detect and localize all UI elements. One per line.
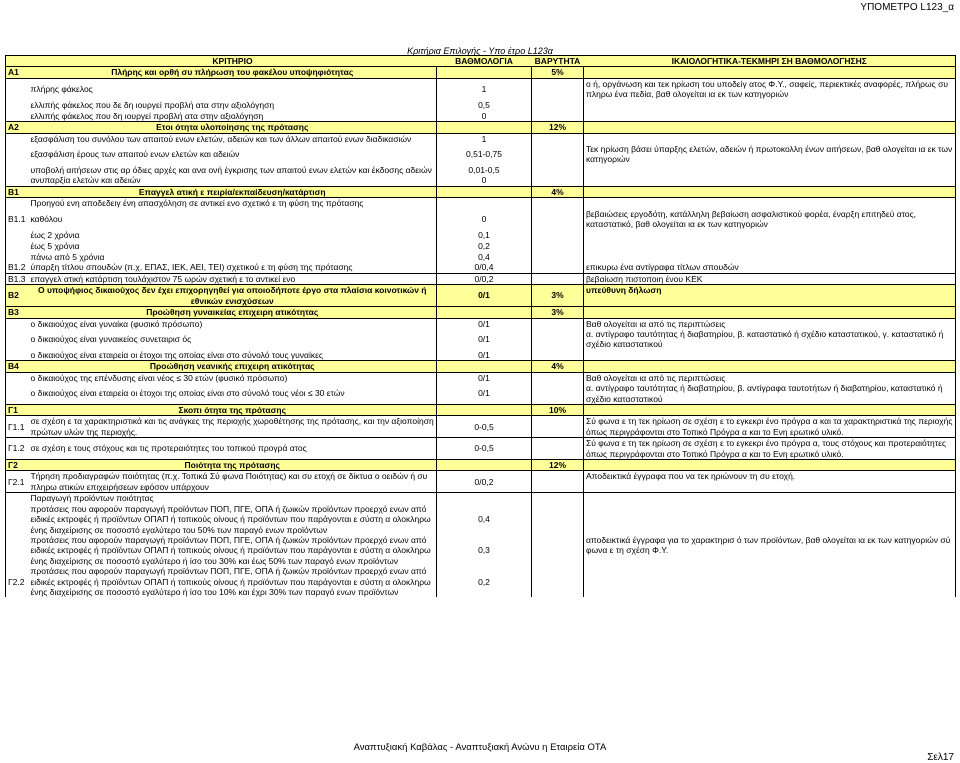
cell-c3: 0/1 [437, 318, 532, 329]
cell-c5: Σύ φωνα ε τη τεκ ηρίωση σε σχέση ε το εγκεκρι ένο πρόγρα α και τα χαρακτηριστικά της περιοχής όπως περιγράφονται στο Τοπικό Πρόγρα α και το Ενη ερωτικό υλικό. [584, 416, 956, 438]
cell-c2: εξασφάλιση έρους των απαιτού ενων ελετών και αδειών [30, 149, 240, 160]
cell-c4 [532, 416, 584, 438]
cell-c2: Πλήρης και ορθή συ πλήρωση του φακέλου υποψηφιότητας [29, 67, 437, 78]
cell-c5: Βαθ ολογείται ια από τις περιπτώσεις [584, 372, 956, 383]
table-row [6, 251, 956, 262]
cell-c1: Β4 [6, 361, 29, 372]
cell-c4: 5% [532, 67, 584, 78]
cell-c5 [584, 198, 956, 209]
cell-c5: Τεκ ηρίωση βάσει ύπαρξης ελετών, αδειών ή πρωτοκολλη ένων αιτήσεων, βαθ ολογείται ια εκ των κατηγοριών [584, 144, 956, 165]
cell-c2: ύπαρξη τίτλου σπουδών (π.χ. ΕΠΑΣ, ΙΕΚ, ΑΕΙ, ΤΕΙ) σχετικού ε τη φύση της πρότασης [29, 262, 437, 273]
cell-c5: αποδεικτικά έγγραφα για το χαρακτηρισ ό των προϊόντων, βαθ ολογείται ια εκ των κατηγοριών σύ φωνα ε τη σχέση Φ.Υ. [584, 535, 956, 566]
criteria-table [5, 55, 956, 597]
cell-c2: πάνω από 5 χρόνια [30, 251, 105, 262]
cell-c5 [584, 240, 956, 251]
cell-c4: 10% [532, 405, 584, 416]
cell-c3 [437, 493, 532, 504]
cell-c4 [532, 100, 584, 111]
cell-c2: Προηγού ενη αποδεδειγ ένη απασχόληση σε αντικεί ενο σχετικό ε τη φύση της πρότασης [30, 198, 364, 209]
cell-c1: Γ2.2 [6, 566, 29, 597]
cell-c3: 0,2 [437, 566, 532, 597]
cell-c4 [532, 144, 584, 165]
table-row [6, 122, 956, 133]
table-row [6, 262, 956, 273]
table-row [6, 350, 956, 361]
table-row [6, 165, 956, 175]
cell-c3: 0/0,4 [437, 262, 532, 273]
cell-c1 [6, 383, 29, 404]
cell-c1 [6, 372, 29, 383]
cell-c3: 0,3 [437, 535, 532, 566]
cell-c1: Β2 [6, 285, 29, 307]
table-row [6, 111, 956, 122]
cell-c2: εξασφάλιση του συνόλου των απαιτού ενων ελετών, αδειών και των άλλων απαιτού ενων διαδικασιών [30, 133, 412, 144]
cell-c4: 3% [532, 285, 584, 307]
cell-c4 [532, 566, 584, 597]
cell-c3: 1 [437, 78, 532, 99]
header-criterion: ΚΡΙΤΗΡΙΟ [29, 56, 437, 67]
cell-c3 [437, 122, 532, 133]
cell-c1: Β1.2 [6, 262, 29, 273]
table-row [6, 438, 956, 460]
cell-c2: ο δικαιούχος είναι εταιρεία οι έτοχοι της οποίας είναι στο σύνολό τους γυναίκες [30, 349, 323, 360]
cell-c5: α. αντίγραφο ταυτότητας ή διαβατηρίου, β. καταστατικό ή σχέδιο καταστατικού, γ. καταστατικό ή σχέδιο καταστατικού [584, 329, 956, 350]
cell-c5 [584, 67, 956, 78]
cell-c1 [6, 318, 29, 329]
cell-c5 [584, 307, 956, 318]
cell-c2: ο δικαιούχος είναι γυναίκα (φυσικό πρόσωπο) [30, 318, 203, 329]
cell-c5 [584, 405, 956, 416]
header-weight: ΒΑΡΥΤΗΤΑ [532, 56, 584, 67]
cell-c1: Β1.1 [6, 209, 29, 230]
table-row [6, 240, 956, 251]
cell-c1 [6, 535, 29, 566]
cell-c4 [532, 78, 584, 99]
header-code [6, 56, 29, 67]
cell-c5: επικυρω ένα αντίγραφα τίτλων σπουδών [584, 262, 956, 273]
cell-c3: 0,51-0,75 [437, 144, 532, 165]
cell-c5 [584, 361, 956, 372]
table-row [6, 566, 956, 597]
cell-c3 [437, 307, 532, 318]
cell-c1 [6, 78, 29, 99]
cell-c3: 0 [437, 209, 532, 230]
cell-c5: α. αντίγραφο ταυτότητας ή διαβατηρίου, β. αντίγραφα ταυτοτήτων ή διαβατηρίου, καταστατικό ή σχέδιο καταστατικού [584, 383, 956, 404]
table-row [6, 186, 956, 197]
cell-c5: υπεύθυνη δήλωση [584, 285, 956, 307]
cell-c3: 0-0,5 [437, 416, 532, 438]
cell-c5: βεβαίωση πιστοποιη ένου ΚΕΚ [584, 273, 956, 284]
table-row [6, 175, 956, 186]
cell-c2: προτάσεις που αφορούν παραγωγή προϊόντων ΠΟΠ, ΠΓΕ, ΟΠΑ ή ζωικών προϊόντων προερχό ενων από ειδικές εκτροφές ή προϊόντων ΟΠΑΠ ή τοπικούς οίνους ή προϊόντων που παράγονται ε σύστη α ολοκληρω ένης διαχείρισης σε ποσοστό εγαλύτερο του 50% των παραγό ενων προϊόντων [30, 503, 431, 535]
table-row [6, 504, 956, 535]
cell-c1 [6, 100, 29, 111]
cell-c2: ο δικαιούχος είναι εταιρεία οι έτοχοι της οποίας είναι στο σύνολό τους νέοι ≤ 30 ετών [30, 388, 345, 399]
table-row [6, 405, 956, 416]
cell-c5 [584, 566, 956, 597]
cell-c4: 4% [532, 186, 584, 197]
cell-c2: ανυπαρξία ελετών και αδειών [29, 175, 437, 186]
table-row [6, 460, 956, 471]
cell-c4 [532, 229, 584, 240]
cell-c5 [584, 493, 956, 504]
cell-c4 [532, 504, 584, 535]
cell-c1: Γ1.1 [6, 416, 29, 438]
cell-c4: 12% [532, 122, 584, 133]
cell-c5 [584, 251, 956, 262]
table-row [6, 100, 956, 111]
cell-c1 [6, 144, 29, 165]
cell-c1 [6, 350, 29, 361]
cell-c4: 4% [532, 361, 584, 372]
cell-c4 [532, 111, 584, 122]
cell-c1 [6, 198, 29, 209]
cell-c5 [584, 229, 956, 240]
table-row [6, 78, 956, 99]
table-row [6, 198, 956, 209]
cell-c3 [437, 186, 532, 197]
cell-c2: Προώθηση γυναικείας επιχειρη ατικότητας [29, 307, 437, 318]
table-header-row [6, 56, 956, 67]
criteria-table-body [6, 56, 956, 598]
cell-c4 [532, 318, 584, 329]
cell-c5 [584, 175, 956, 186]
cell-c3: 0/1 [437, 383, 532, 404]
cell-c5 [584, 186, 956, 197]
cell-c1: Γ1.2 [6, 438, 29, 460]
document-code: ΥΠΟΜΕΤΡΟ L123_α [860, 2, 954, 13]
cell-c1 [6, 111, 29, 122]
cell-c2: πλήρης φάκελος [30, 84, 93, 95]
table-row [6, 133, 956, 144]
cell-c4 [532, 273, 584, 284]
cell-c3 [437, 67, 532, 78]
cell-c4 [532, 438, 584, 460]
cell-c2: Ο υποψήφιος δικαιούχος δεν έχει επιχορηγηθεί για οποιοδήποτε έργο στα πλαίσια κοινοτικών ή εθνικών ενισχύσεων [29, 285, 437, 307]
table-row [6, 273, 956, 284]
table-row [6, 329, 956, 350]
table-row [6, 493, 956, 504]
table-row [6, 285, 956, 307]
cell-c3: 0/1 [437, 372, 532, 383]
cell-c5: ο ή, οργάνωση και τεκ ηρίωση του υποδείγ ατος Φ.Υ., σαφείς, περιεκτικές αναφορές, πλήρως συ πληρω ένα πεδία, βαθ ολογείται ια εκ των κατηγοριών [584, 78, 956, 99]
cell-c3: 0/0,2 [437, 273, 532, 284]
cell-c4 [532, 175, 584, 186]
cell-c3: 0/1 [437, 285, 532, 307]
cell-c4 [532, 133, 584, 144]
cell-c3: 0 [437, 111, 532, 122]
cell-c1: Γ1 [6, 405, 29, 416]
cell-c5: βεβαιώσεις εργοδότη, κατάλληλη βεβαίωση ασφαλιστικού φορέα, έναρξη επιτηδεύ ατος, καταστατικό, βαθ ολογείται ια εκ των κατηγοριών [584, 209, 956, 230]
table-row [6, 229, 956, 240]
cell-c2: προτάσεις που αφορούν παραγωγή προϊόντων ΠΟΠ, ΠΓΕ, ΟΠΑ ή ζωικών προϊόντων προερχό ενων από ειδικές εκτροφές ή προϊόντων ΟΠΑΠ ή τοπικούς οίνους ή προϊόντων που παράγονται ε σύστη α ολοκληρω ένης διαχείρισης σε ποσοστό εγαλύτερο ή ίσο του 10% και έχρι 30% των παραγό ενων προϊόντων [30, 566, 431, 598]
cell-c2: ο δικαιούχος είναι γυναικείος συνεταιρισ ός [30, 334, 192, 345]
cell-c1 [6, 165, 29, 175]
page-number: Σελ17 [927, 752, 954, 763]
cell-c1 [6, 175, 29, 186]
cell-c2: Παραγωγή προϊόντων ποιότητας [30, 493, 154, 504]
cell-c4 [532, 240, 584, 251]
cell-c4 [532, 350, 584, 361]
cell-c3: 0 [437, 175, 532, 186]
cell-c2: ελλιπής φάκελος που δε δη ιουργεί προβλή ατα στην αξιολόγηση [30, 99, 275, 110]
cell-c3 [437, 460, 532, 471]
cell-c3: 0/1 [437, 350, 532, 361]
cell-c4: 3% [532, 307, 584, 318]
cell-c1: Γ2 [6, 460, 29, 471]
cell-c1: Γ2.1 [6, 471, 29, 493]
cell-c1 [6, 229, 29, 240]
cell-c1: Α1 [6, 67, 29, 78]
cell-c5 [584, 111, 956, 122]
cell-c1: Β3 [6, 307, 29, 318]
cell-c2: έως 5 χρόνια [30, 240, 80, 251]
cell-c2: επαγγελ ατική κατάρτιση τουλάχιστον 75 ωρών σχετική ε το αντικεί ενο [29, 273, 437, 284]
cell-c4 [532, 535, 584, 566]
cell-c4 [532, 471, 584, 493]
cell-c4 [532, 262, 584, 273]
cell-c4 [532, 165, 584, 175]
cell-c1 [6, 493, 29, 504]
page-footer: Αναπτυξιακή Καβάλας - Αναπτυξιακή Ανώνυ η Εταιρεία ΟΤΑ [353, 742, 607, 753]
cell-c5: Βαθ ολογείται ια από τις περιπτώσεις [584, 318, 956, 329]
cell-c3 [437, 405, 532, 416]
cell-c3: 0,1 [437, 229, 532, 240]
cell-c4 [532, 251, 584, 262]
header-documents: ΙΚΑΙΟΛΟΓΗΤΙΚΑ-ΤΕΚΜΗΡΙ ΣΗ ΒΑΘΜΟΛΟΓΗΣΗΣ [584, 56, 956, 67]
table-row [6, 67, 956, 78]
cell-c4 [532, 329, 584, 350]
cell-c2: σε σχέση ε τους στόχους και τις προτεραιότητες του τοπικού προγρά ατος [29, 438, 437, 460]
table-row [6, 144, 956, 165]
cell-c3: 0/0,2 [437, 471, 532, 493]
table-row [6, 471, 956, 493]
cell-c2: ο δικαιούχος της επένδυσης είναι νέος ≤ 30 ετών (φυσικό πρόσωπο) [30, 372, 288, 383]
cell-c1: Β1 [6, 186, 29, 197]
table-row [6, 209, 956, 230]
cell-c5: Σύ φωνα ε τη τεκ ηρίωση σε σχέση ε το εγκεκρι ένο πρόγρα α, τους στόχους και προτεραιότητες όπως περιγράφονται στο Τοπικό Πρόγρα α και το Ενη ερωτικό υλικό. [584, 438, 956, 460]
table-row [6, 361, 956, 372]
cell-c1 [6, 329, 29, 350]
header-score: ΒΑΘΜΟΛΟΓΙΑ [437, 56, 532, 67]
cell-c1 [6, 133, 29, 144]
cell-c1: Β1.3 [6, 273, 29, 284]
cell-c2: Προώθηση νεανικής επιχειρη ατικότητας [29, 361, 437, 372]
cell-c2: καθόλου [30, 213, 63, 224]
cell-c5 [584, 504, 956, 535]
cell-c3: 0/1 [437, 329, 532, 350]
cell-c2: έως 2 χρόνια [30, 229, 80, 240]
cell-c2: Ποιότητα της πρότασης [29, 460, 437, 471]
cell-c4 [532, 493, 584, 504]
cell-c4: 12% [532, 460, 584, 471]
cell-c4 [532, 209, 584, 230]
cell-c1: Α2 [6, 122, 29, 133]
cell-c3: 0,4 [437, 251, 532, 262]
cell-c2: προτάσεις που αφορούν παραγωγή προϊόντων ΠΟΠ, ΠΓΕ, ΟΠΑ ή ζωικών προϊόντων προερχό ενων από ειδικές εκτροφές ή προϊόντων ΟΠΑΠ ή τοπικούς οίνους ή προϊόντων που παράγονται ε σύστη α ολοκληρω ένης διαχείρισης σε ποσοστό εγαλύτερο ή ίσο του 30% και έως 50% των παραγό ενων προϊόντων [30, 535, 431, 566]
cell-c3 [437, 361, 532, 372]
cell-c2: ελλιπής φάκελος που δη ιουργεί προβλή ατα στην αξιολόγηση [29, 111, 437, 122]
cell-c2: Ετοι ότητα υλοποίησης της πρότασης [29, 122, 437, 133]
table-row [6, 372, 956, 383]
cell-c5 [584, 133, 956, 144]
table-row [6, 535, 956, 566]
cell-c1 [6, 251, 29, 262]
cell-c3: 0-0,5 [437, 438, 532, 460]
cell-c4 [532, 383, 584, 404]
cell-c2: Επαγγελ ατική ε πειρία/εκπαίδευση/κατάρτιση [29, 186, 437, 197]
cell-c3: 0,4 [437, 504, 532, 535]
table-row [6, 383, 956, 404]
page-title: Κριτήρια Επιλογής - Υπο έτρο L123α [407, 46, 553, 56]
cell-c2: Σκοπι ότητα της πρότασης [29, 405, 437, 416]
cell-c1 [6, 504, 29, 535]
cell-c3: 0,01-0,5 [437, 165, 532, 175]
cell-c1 [6, 240, 29, 251]
cell-c5 [584, 165, 956, 175]
cell-c4 [532, 372, 584, 383]
table-row [6, 318, 956, 329]
cell-c5 [584, 100, 956, 111]
cell-c5: Αποδεικτικά έγγραφα που να τεκ ηριώνουν τη συ ετοχή. [584, 471, 956, 493]
cell-c5 [584, 122, 956, 133]
cell-c4 [532, 198, 584, 209]
table-row [6, 307, 956, 318]
cell-c3: 0,5 [437, 100, 532, 111]
cell-c5 [584, 350, 956, 361]
cell-c5 [584, 460, 956, 471]
cell-c3 [437, 198, 532, 209]
cell-c3: 1 [437, 133, 532, 144]
cell-c3: 0,2 [437, 240, 532, 251]
cell-c2: σε σχέση ε τα χαρακτηριστικά και τις ανάγκες της περιοχής χωροθέτησης της πρότασης, και την αξιοποίηση πρώτων υλών της περιοχής. [29, 416, 437, 438]
table-row [6, 416, 956, 438]
cell-c2: υποβολή αιτήσεων στις αρ όδιες αρχές και ανα ονή έγκρισης των απαιτού ενων ελετών και έκδοσης αδειών [30, 164, 432, 175]
cell-c2: Τήρηση προδιαγραφών ποιότητας (π.χ. Τοπικά Σύ φωνα Ποιότητας) και συ ετοχή σε δίκτυα ο οειδών ή συ πληρω ατικών επιχειρήσεων εφόσον υπάρχουν [29, 471, 437, 493]
